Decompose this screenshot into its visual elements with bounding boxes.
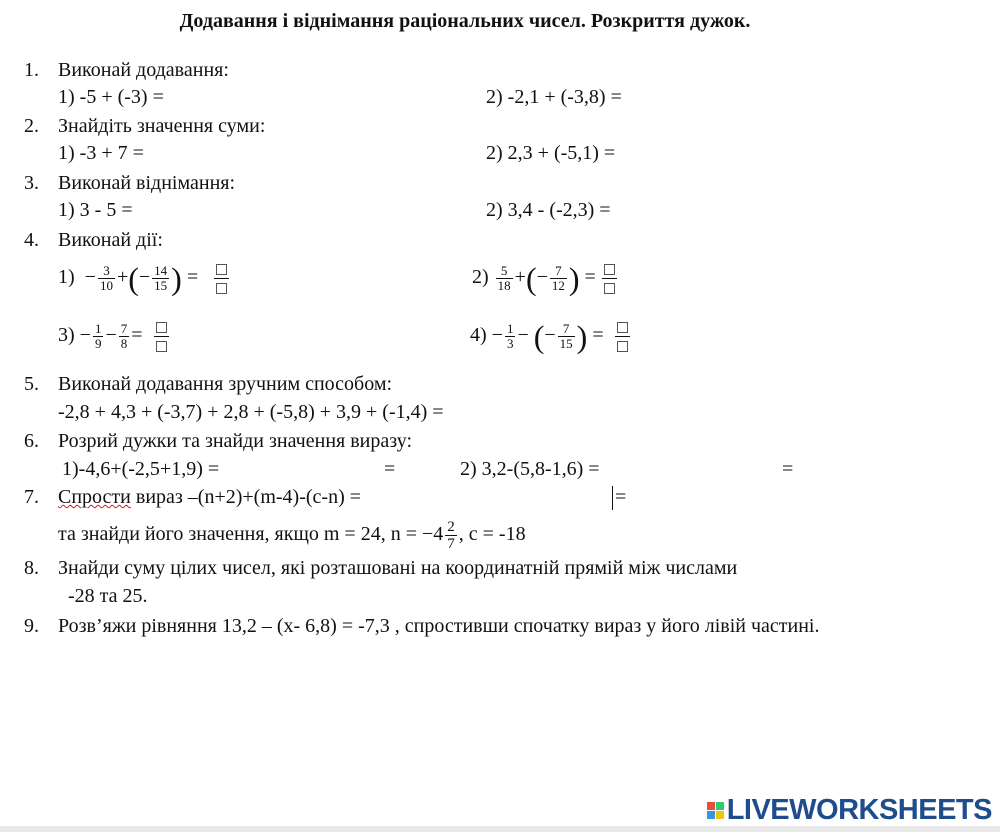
task-6-number: 6. (24, 430, 39, 452)
text-cursor (612, 486, 613, 510)
task-8-line-1: Знайди суму цілих чисел, які розташовані на координатній прямій між числами (58, 557, 738, 579)
task-7-answer-eq: = (612, 485, 626, 510)
task-4-part-4: 4) − $\frac{1}{3}$ − (− $\frac{7}{15}$ ) = (470, 320, 630, 353)
task-5-heading: Виконай додавання зручним способом: (58, 373, 393, 395)
task-7-values: та знайди його значення, якщо m = 24, n = −4 $\frac{2}{7}$ , c = -18 (58, 519, 526, 552)
task-1-heading: Виконай додавання: (58, 59, 229, 81)
task-4-heading: Виконай дії: (58, 229, 163, 251)
task-3-heading: Виконай віднімання: (58, 172, 236, 194)
task-1-part-2: 2) -2,1 + (-3,8) = (486, 86, 622, 108)
task-1-number: 1. (24, 59, 39, 81)
task-8-number: 8. (24, 557, 39, 579)
task-9-number: 9. (24, 615, 39, 637)
task-2-part-2: 2) 2,3 + (-5,1) = (486, 142, 616, 164)
task-3-part-2: 2) 3,4 - (-2,3) = (486, 199, 611, 221)
task-6-part-1: 1)-4,6+(-2,5+1,9) = (62, 458, 220, 480)
page-title: Додавання і віднімання раціональних чисел. Розкриття дужок. (179, 10, 751, 32)
task-5-number: 5. (24, 373, 39, 395)
task-4-part-3: 3) − $\frac{1}{9}$ − $\frac{7}{8}$ = (58, 320, 169, 353)
logo-text: LIVEWORKSHEETS (726, 793, 992, 826)
answer-box[interactable] (154, 320, 169, 353)
task-6-part-2-eq: = (782, 458, 794, 480)
task-2-part-1: 1) -3 + 7 = (58, 142, 144, 164)
answer-box[interactable] (615, 320, 630, 353)
answer-box[interactable] (602, 262, 617, 295)
task-4-part-2: 2) $\frac{5}{18}$ +(− $\frac{7}{12}$ ) = (472, 262, 617, 295)
task-2-number: 2. (24, 115, 39, 137)
logo-icon (707, 802, 724, 819)
task-6-part-1-eq: = (384, 458, 396, 480)
bottom-bar (0, 826, 1000, 832)
task-3-number: 3. (24, 172, 39, 194)
task-5-expression: -2,8 + 4,3 + (-3,7) + 2,8 + (-5,8) + 3,9 + (-1,4) = (58, 401, 444, 423)
task-2-heading: Знайдіть значення суми: (58, 115, 266, 137)
task-9-statement: Розв’яжи рівняння 13,2 – (x- 6,8) = -7,3 , спростивши спочатку вираз у його лівій частині. (58, 615, 820, 637)
liveworksheets-logo[interactable] (707, 793, 992, 826)
task-8-line-2: -28 та 25. (68, 585, 148, 607)
task-4-number: 4. (24, 229, 39, 251)
task-4-part-1: 1) − $\frac{3}{10}$ +(− $\frac{14}{15}$ ) = (58, 262, 229, 295)
task-1-part-1: 1) -5 + (-3) = (58, 86, 164, 108)
task-7-number: 7. (24, 486, 39, 508)
task-3-part-1: 1) 3 - 5 = (58, 199, 133, 221)
task-6-heading: Розрий дужки та знайди значення виразу: (58, 430, 413, 452)
task-6-part-2: 2) 3,2-(5,8-1,6) = (460, 458, 600, 480)
task-7-statement: Спрости вираз –(n+2)+(m-4)-(c-n) = (58, 486, 362, 508)
answer-box[interactable] (214, 262, 229, 295)
